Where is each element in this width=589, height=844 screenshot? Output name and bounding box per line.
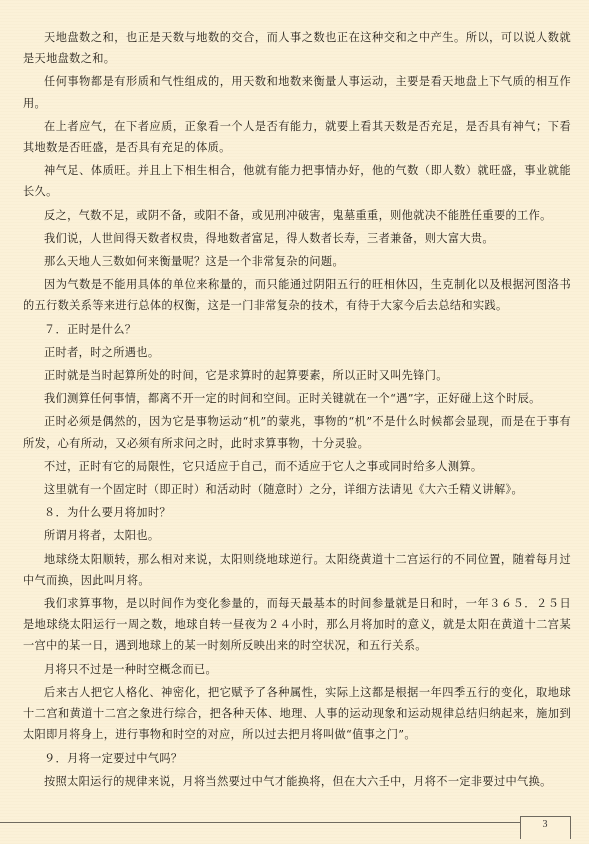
paragraph: 按照太阳运行的规律来说，月将当然要过中气才能换将，但在大六壬中，月将不一定非要过中气换。 [44,774,552,788]
document-body [23,27,571,792]
paragraph: 我们求算事物，是以时间作为变化参量的，而每天最基本的时间参量就是日和时，一年３６５．２５日是地球绕太阳运行一周之数，地球自转一昼夜为２４小时，那么月将加时的意义，就是太阳在黄道十二宫某一宫中的某一日，遇到地球上的某一时刻所反映出来的时空状况，和五行关系。 [23,597,571,653]
section-heading: ８．为什么要月将加时？ [44,506,171,520]
paragraph: 这里就有一个固定时（即正时）和活动时（随意时）之分，详细方法请见《大六壬精义讲解》。 [44,483,523,497]
paragraph: 天地盘数之和，也正是天数与地数的交合，而人事之数也正在这种交和之中产生。所以，可以说人数就是天地盘数之和。 [23,31,571,66]
section-heading: ７．正时是什么？ [44,322,137,336]
paragraph: 在上者应气，在下者应质，正象看一个人是否有能力，就要上看其天数是否充足，是否具有神气；下看其地数是否旺盛，是否具有充足的体质。 [23,119,571,155]
paragraph: 因为气数是不能用具体的单位来称量的，而只能通过阴阳五行的旺相休囚，生克制化以及根据河图洛书的五行数关系等来进行总体的权衡，这是一门非常复杂的技术，有待于大家今后去总结和实践。 [23,278,571,313]
paragraph: 反之，气数不足，或阴不备，或阳不备，或见刑冲破害，鬼墓重重，则他就决不能胜任重要的工作。 [44,208,552,222]
page-number: 3 [542,819,548,830]
paragraph: 正时就是当时起算所处的时间，它是求算时的起算要素，所以正时又叫先锋门。 [44,369,448,383]
paragraph: 正时必须是偶然的，因为它是事物运动“机”的蒙兆，事物的“机”不是什么时候都会显现，而是在于事有所发，心有所动，又必须有所求问之时，此时求算事物，十分灵验。 [23,415,571,450]
paragraph: 地球绕太阳顺转，那么相对来说，太阳则绕地球逆行。太阳绕黄道十二宫运行的不同位置，随着每月过中气而换，因此叫月将。 [23,552,571,587]
paragraph: 任何事物都是有形质和气性组成的，用天数和地数来衡量人事运动，主要是看天地盘上下气质的相互作用。 [23,75,571,110]
section-heading: ９．月将一定要过中气吗？ [44,751,183,765]
paragraph: 我们说，人世间得天数者权贵，得地数者富足，得人数者长寿，三者兼备，则大富大贵。 [44,231,494,245]
paragraph: 所谓月将者，太阳也。 [44,529,160,543]
paragraph: 我们测算任何事情，都离不开一定的时间和空间。正时关键就在一个“遇”字，正好碰上这个时辰。 [44,392,541,406]
footer-rule [0,822,520,823]
paragraph: 那么天地人三数如何来衡量呢？这是一个非常复杂的问题。 [44,255,344,269]
paragraph: 月将只不过是一种时空概念而已。 [44,662,218,676]
paragraph: 后来古人把它人格化、神密化，把它赋予了各种属性，实际上这都是根据一年四季五行的变化，取地球十二宫和黄道十二宫之象进行综合，把各种天体、地理、人事的运动现象和运动规律总结归纳起来，施加到太阳即月将身上，进行事物和时空的对应，所以过去把月将叫做“值事之门”。 [23,685,571,742]
paragraph: 神气足、体质旺。并且上下相生相合，他就有能力把事情办好，他的气数（即人数）就旺盛，事业就能长久。 [23,164,571,199]
paragraph: 不过，正时有它的局限性，它只适应于自己，而不适应于它人之事或同时给多人测算。 [44,459,483,473]
paragraph: 正时者，时之所遇也。 [44,345,160,359]
